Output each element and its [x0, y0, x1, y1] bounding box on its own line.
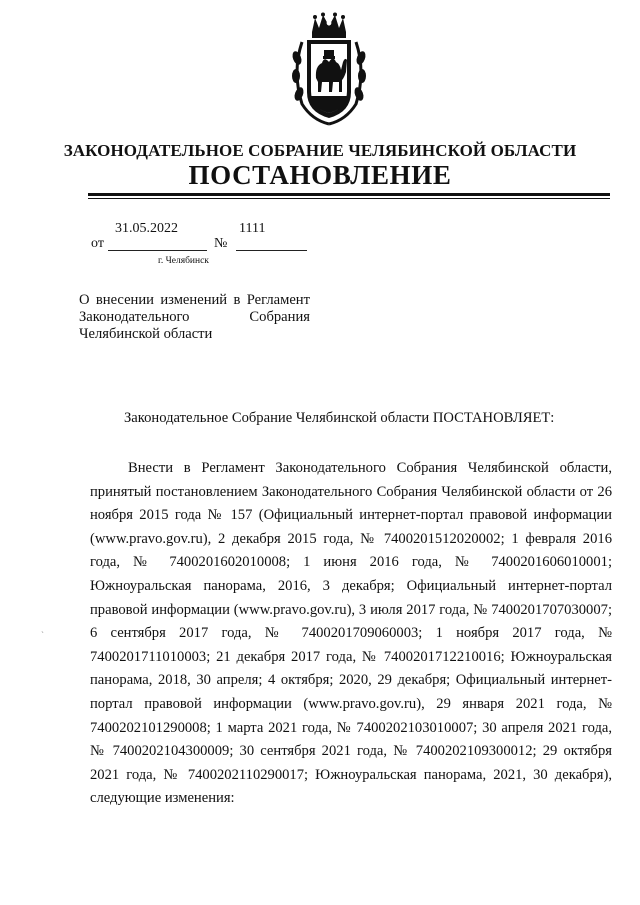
chelyabinsk-coat-of-arms-icon — [288, 12, 370, 130]
organization-name: ЗАКОНОДАТЕЛЬНОЕ СОБРАНИЕ ЧЕЛЯБИНСКОЙ ОБЛАСТИ — [63, 141, 577, 160]
number-prefix: № — [214, 236, 228, 251]
body-text: Внести в Регламент Законодательного Собрания Челябинской области, принятый постановлением Законодательного Собрания Челябинской области от 26 ноября 2015 года № 157 (Официальный интернет-портал правовой информации (www.pravo.gov.ru), 2 декабря 2015 года, № 7400201512020002; 1 февраля 2016 года, № 7400201602010008; 1 июня 2016 года, № 7400201606010001; Южноуральская панорама, 2016, 3 декабря; Официальный интернет-портал правовой информации (www.pravo.gov.ru), 3 июля 2017 года, № 7400201707030007; 6 сентября 2017 года, № 7400201709060003; 1 ноября 2017 года, № 7400201711010003; 21 декабря 2017 года, № 7400201712210016; Южноуральская панорама, 2018, 30 апреля; 4 октября; 2020, 29 декабря; Официальный интернет-портал правовой информации (www.pravo.gov.ru), 29 января 2021 года, № 7400202101290008; 1 марта 2021 года, № 7400202103010007; 30 апреля 2021 года, № 7400202104300009; 30 сентября 2021 года, № 7400202109300012; 29 октября 2021 года, № 7400202110290017; Южноуральская панорама, 2021, 30 декабря), следующие изменения: — [90, 460, 612, 807]
decree-statement: Законодательное Собрание Челябинской области ПОСТАНОВЛЯЕТ: — [124, 410, 555, 426]
date-value: 31.05.2022 — [115, 221, 178, 236]
number-value: 1111 — [239, 221, 266, 236]
document-subject: О внесении изменений в Регламент Законодательного Собрания Челябинской области — [79, 292, 310, 342]
number-blank-line — [236, 250, 307, 251]
date-blank-line — [108, 250, 207, 251]
header-divider-thin — [88, 198, 610, 199]
city-label: г. Челябинск — [158, 256, 209, 266]
date-prefix: от — [91, 236, 104, 251]
document-type: ПОСТАНОВЛЕНИЕ — [188, 160, 452, 190]
body-paragraph — [90, 457, 612, 811]
margin-mark: ` — [41, 630, 44, 640]
header-divider-thick — [88, 193, 610, 196]
